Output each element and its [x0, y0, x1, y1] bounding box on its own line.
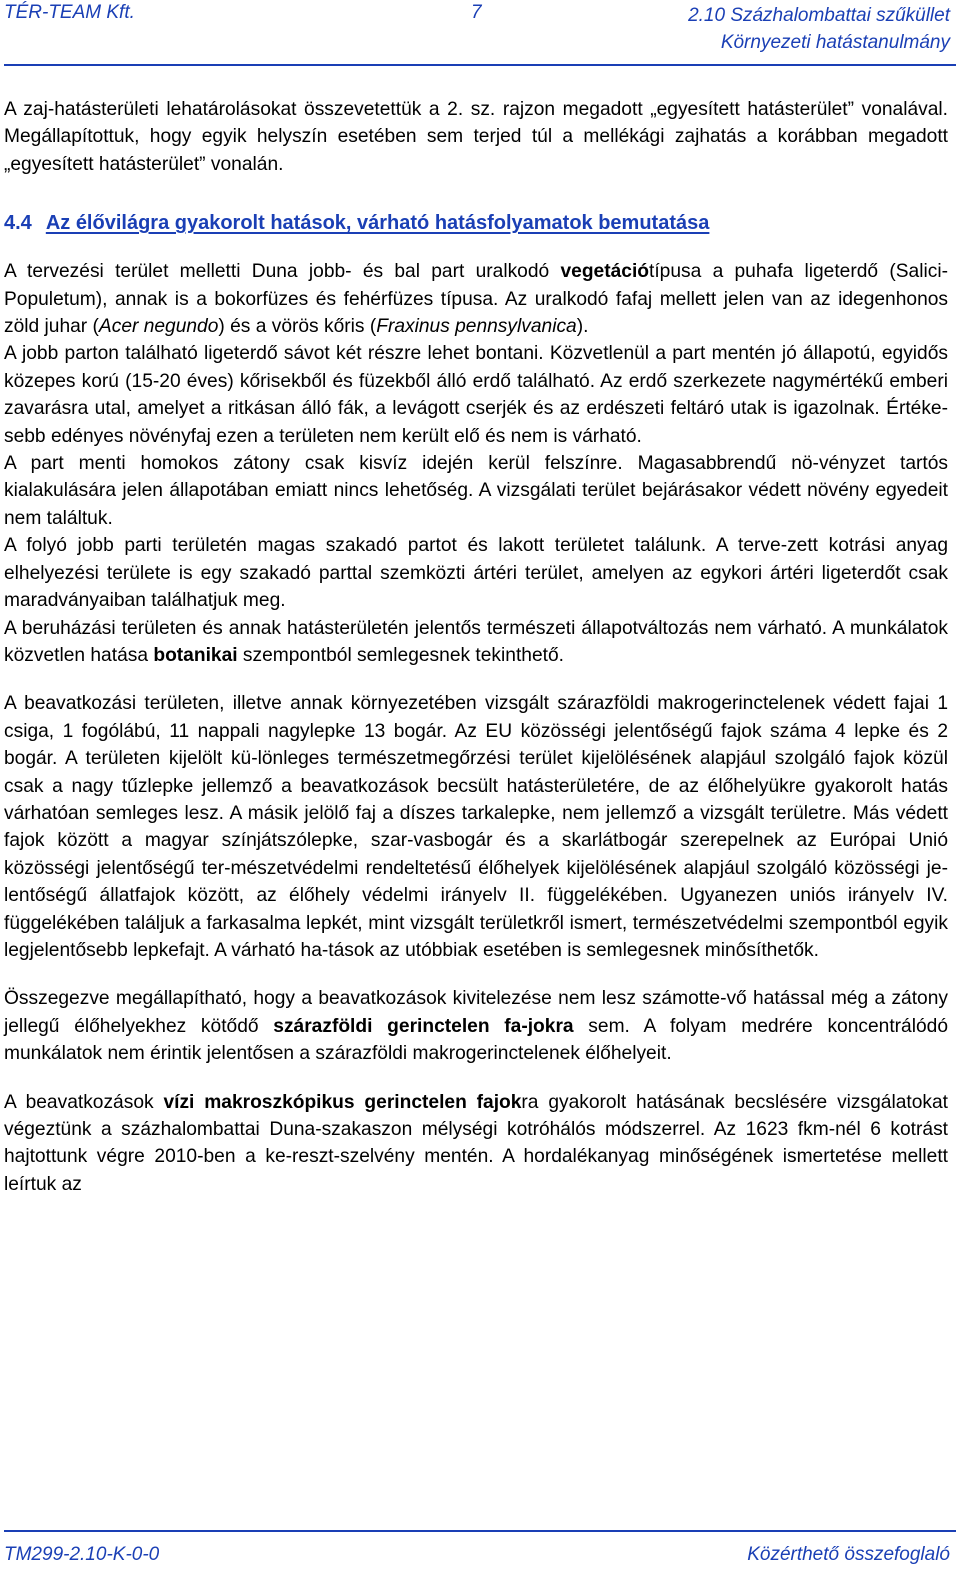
spacer [4, 964, 948, 985]
text-run: A beruházási területen és annak hatásterületén jelentős természeti állapotváltozás nem várható. A munkálatok közvetlen hatása [4, 617, 948, 666]
footer-rule [4, 1530, 956, 1532]
page-header [0, 0, 960, 78]
spacer [4, 669, 948, 690]
document-title-line1: 2.10 Százhalombattai szűküllet [688, 5, 950, 26]
species-name: Fraxinus pennsylvanica [376, 316, 577, 338]
bold-term: vízi makroszkópikus gerinctelen fajok [163, 1091, 522, 1113]
document-title-line2: Környezeti hatástanulmány [720, 32, 950, 53]
text-run: ). [576, 316, 589, 338]
sandbar-paragraph: A part menti homokos zátony csak kisvíz idején kerül felszínre. Magasabbrendű nö-vényzet tartós kialakulására jelen állapotában emiatt nincs lehetőség. A vizsgálati terület bejárásakor védett növény egyedeit nem találtuk. [4, 453, 948, 529]
bold-term: vegetáció [560, 261, 650, 283]
text-run: Összegezve megállapítható, hogy a beavatkozások kivitelezése nem lesz számotte-vő hatással még a zátony jellegű élőhelyekhez kötődő [4, 988, 948, 1037]
section-heading [4, 209, 948, 237]
text-run: sem. A folyam medrére koncentrálódó munkálatok nem érintik jelentősen a szárazföldi makrogerinctelenek élőhelyeit. [4, 1015, 948, 1065]
text-run: típusa a puhafa ligeterdő (Salici-Populetum), annak is a bokorfüzes és fehérfüzes típusa. Az uralkodó fafaj mellett jelen van az idegenhonos zöld juhar ( [4, 261, 948, 338]
invertebrates-paragraph: A beavatkozási területen, illetve annak környezetében vizsgált szárazföldi makrogerinctelenek védett fajai 1 csiga, 1 fogólábú, 11 nappali nagylepke 13 bogár. Az EU közösségi jelentőségű fajok száma 4 lepke és 2 bogár. A területen kijelölt kü-lönleges természetmegőrzési terület kijelölésének alapjául szolgáló fajok közül csak a nagy tűzlepke jellemző a beavatkozások becsült hatásterületére, de az élőhelyükre gyakorolt hatás várhatóan semleges lesz. A másik jelölő faj a díszes tarkalepke, nem jellemző a vizsgált területre. Más védett fajok között a magyar színjátszólepke, szar-vasbogár és a skarlátbogár szerepelnek az Európai Unió közösségi jelentőségű ter-mészetvédelmi rendeltetésű élőhelyek kijelölésének alapjául szolgáló közösségi je-lentőségű állatfajok között, az élőhely védelmi irányelv II. függelékében. Ugyanezen uniós irányelv IV. függelékében találjuk a farkasalma lepkét, mint vizsgált területkről ismert, természetvédelmi szempontból egyik legjelentősebb lepkefajt. A várható ha-tások az utóbbiak esetében is semlegesnek minősíthetők. [4, 693, 948, 961]
species-name: Acer negundo [98, 316, 219, 338]
spacer [4, 237, 948, 258]
document-title [688, 2, 950, 56]
riverbank-paragraph: A folyó jobb parti területén magas szakadó partot és lakott területet találunk. A terve-zett kotrási anyag elhelyezési területe is egy szakadó parttal szemközti ártéri terület, amelyen az egykori ártéri ligeterdőt csak maradványaiban találhatjuk meg. [4, 535, 948, 612]
vegetation-paragraph [4, 258, 948, 340]
bold-term: botanikai [153, 644, 238, 666]
section-number: 4.4 [4, 212, 32, 235]
page-number: 7 [471, 2, 482, 23]
botanical-summary-paragraph [4, 615, 948, 670]
forest-paragraph: A jobb parton található ligeterdő sávot két részre lehet bontani. Közvetlenül a part mentén jó állapotú, egyidős közepes korú (15-20 éves) kőrisekből és füzekből álló erdő található. Az erdő szerkezete nagymértékű emberi zavarásra utal, amelyet a ritkásan álló fák, a levágott cserjék és az erdészeti feltáró utak is igazolnak. Értéke-sebb edényes növényfaj ezen a területen nem került elő és nem is várható. [4, 343, 948, 447]
document-body [4, 96, 948, 1198]
text-run: ra gyakorolt hatásának becslésére vizsgálatokat végeztünk a százhalombattai Duna-szakaszon mélységi kotróhálós módszerrel. Az 1623 fkm-nél 6 kotrást hajtottunk végre 2010-ben a ke-reszt-szelvény mentén. A hordalékanyag minőségének ismertetése mellett leírtuk az [4, 1091, 948, 1195]
header-rule [4, 64, 956, 66]
spacer [4, 1068, 948, 1089]
aquatic-paragraph [4, 1089, 948, 1199]
text-run: A beavatkozások [4, 1091, 164, 1113]
page-footer [0, 1530, 960, 1581]
summary-paragraph [4, 985, 948, 1067]
text-run: szempontból semlegesnek tekinthető. [237, 644, 564, 666]
text-run: A tervezési terület melletti Duna jobb- és bal part uralkodó [4, 261, 561, 283]
section-title: Az élővilágra gyakorolt hatások, várható hatásfolyamatok bemutatása [45, 212, 710, 235]
spacer [4, 178, 948, 199]
bold-term: szárazföldi gerinctelen fa-jokra [273, 1015, 574, 1037]
document-code: TM299-2.10-K-0-0 [4, 1544, 160, 1565]
company-name: TÉR-TEAM Kft. [4, 2, 135, 23]
text-run: ) és a vörös kőris ( [218, 316, 377, 338]
section-label: Közérthető összefoglaló [747, 1544, 950, 1565]
intro-paragraph: A zaj-hatásterületi lehatárolásokat összevetettük a 2. sz. rajzon megadott „egyesített hatásterület” vonalával. Megállapítottuk, hogy egyik helyszín esetében sem terjed túl a mellékági zajhatás a korábban megadott „egyesített hatásterület” vonalán. [4, 99, 948, 175]
